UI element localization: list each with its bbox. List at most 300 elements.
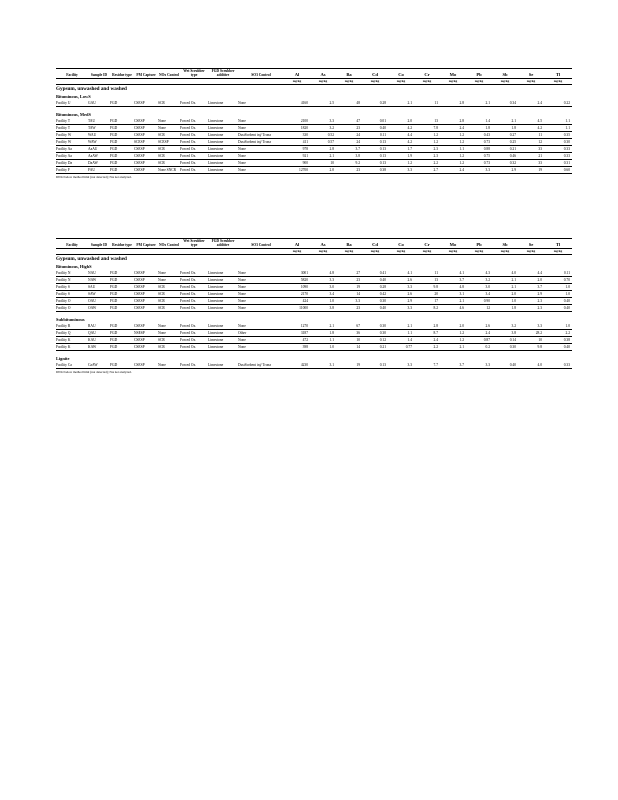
table-cell: 2.1 [388,323,414,330]
table-cell: Forced Ox. [180,343,208,350]
table-cell: None [238,270,284,277]
table-cell: 3.2 [466,276,492,283]
table-cell: 14 [336,343,362,350]
table-cell: None [238,124,284,131]
header-wet-scrubber-type: Wet Scrubber type [180,69,208,79]
table-cell: Facility S [56,290,88,297]
table-cell: 0.11 [362,131,388,138]
table-cell: FGD [110,283,134,290]
table-cell: 7.7 [414,362,440,369]
table-cell: 11 [414,270,440,277]
table-cell: None [238,166,284,173]
table-cell: GAU [88,100,110,107]
header-element: Tl [544,239,572,249]
table-cell: 0.14 [492,336,518,343]
table-cell: 13 [414,118,440,125]
unit-label: mg/kg [492,248,518,254]
table-cell: 36 [336,329,362,336]
table-row [56,336,572,343]
table-row [56,329,572,336]
header-sq-control: SO3 Control [238,69,284,79]
table-cell: FGD [110,323,134,330]
table-cell: 4160 [284,100,310,107]
table-cell: CSESP [134,304,158,311]
table-cell: 4.3 [466,270,492,277]
table-cell: 1.7 [388,145,414,152]
table-cell: None [238,304,284,311]
table-cell: 12 [466,304,492,311]
table-cell: 67 [336,323,362,330]
table-cell: 2.4 [518,100,544,107]
table-cell: 23 [336,166,362,173]
table-cell: CSESP [134,343,158,350]
header-pm-capture: PM Capture [134,69,158,79]
table-cell: 12 [518,138,544,145]
table-cell: FGD [110,270,134,277]
table-cell: 4.4 [518,270,544,277]
unit-label: mg/kg [362,78,388,84]
table-row [56,283,572,290]
table-cell: 2.1 [310,323,336,330]
table-cell: 1.4 [388,336,414,343]
table-cell: 10 [336,336,362,343]
table-cell: 4.8 [440,283,466,290]
table-cell: 20 [414,290,440,297]
table-cell: 2.3 [518,297,544,304]
table-cell: 3.7 [440,362,466,369]
table-cell: 1.4 [466,118,492,125]
table-cell: FGD [110,166,134,173]
table-cell: Facility Q [56,329,88,336]
table-cell: 3.7 [440,276,466,283]
table-cell: 4.1 [440,270,466,277]
table-cell: 0.27 [492,131,518,138]
header-1 [56,69,572,85]
table-title: Gypsum, unwashed and washed [56,255,127,262]
table-cell: 0.60 [544,166,572,173]
table-cell: 3.4 [466,290,492,297]
header-element: Co [388,69,414,79]
table-cell: Limestone [208,131,238,138]
section-heading: Lignite [56,355,70,361]
table-cell: 3.8 [336,152,362,159]
table-cell: CSESP [134,323,158,330]
header-element: As [310,239,336,249]
table-cell: Facility T [56,124,88,131]
table-cell: NSESP [134,329,158,336]
table-cell: Facility N [56,276,88,283]
table-cell: FGD [110,100,134,107]
table-row [56,343,572,350]
header-element: Co [388,239,414,249]
table-cell: 0.12 [362,336,388,343]
table-cell: 2170 [284,290,310,297]
table-cell: Facility T [56,118,88,125]
table-cell: Facility R [56,323,88,330]
header-element: Al [284,239,310,249]
table-cell: 1.1 [544,124,572,131]
section-heading: Bituminous, LowS [56,93,91,99]
table-cell: Facility S [56,283,88,290]
table-cell: Facility O [56,297,88,304]
table-cell: Forced Ox. [180,336,208,343]
header-element: Cr [414,69,440,79]
table-cell: 2.0 [492,290,518,297]
table-cell: Forced Ox. [180,159,208,166]
table-cell: CSESP [134,290,158,297]
table-cell: SCR [158,159,180,166]
table-row [56,124,572,131]
table-cell: 0.35 [544,131,572,138]
table-cell: 2.1 [492,276,518,283]
table-cell: FGD [110,276,134,283]
table-cell: None [158,323,180,330]
table-cell: 2.2 [544,329,572,336]
table-cell: 2.6 [388,290,414,297]
table-cell: CSESP [134,159,158,166]
table-cell: 11000 [284,304,310,311]
table-cell: 11 [414,100,440,107]
header-2 [56,239,572,255]
table-cell: 0.90 [466,297,492,304]
header-pm-capture: PM Capture [134,239,158,249]
table-cell: 1.0 [544,283,572,290]
table-cell: AaAU [88,145,110,152]
table-cell: SCR [158,152,180,159]
table-cell: Facility W [56,131,88,138]
table-row [56,152,572,159]
unit-label: mg/kg [388,78,414,84]
table-cell: 2.3 [414,145,440,152]
header-element: Al [284,69,310,79]
table-cell: None [158,124,180,131]
table-cell: Facility W [56,138,88,145]
table-cell: CSESP [134,362,158,369]
table-cell: Forced Ox. [180,283,208,290]
table-cell: 3.7 [518,283,544,290]
table-cell: 33 [518,145,544,152]
table-cell: 0.40 [362,124,388,131]
table-cell: CSESP [134,283,158,290]
table-cell: Limestone [208,323,238,330]
table-cell: SCR [158,304,180,311]
table-cell: FGD [110,362,134,369]
unit-label: mg/kg [492,78,518,84]
table-cell: 3.7 [336,145,362,152]
table-cell: 3.0 [310,283,336,290]
header-sample-id: Sample ID [88,69,110,79]
table-cell: 1.8 [492,124,518,131]
unit-label: mg/kg [310,248,336,254]
table-cell: 4.2 [388,124,414,131]
table-cell: Limestone [208,166,238,173]
table-cell: None [158,276,180,283]
table-cell: 1.2 [388,159,414,166]
table-cell: 1.2 [440,329,466,336]
table-cell: 1820 [284,124,310,131]
table-cell: 2.1 [310,152,336,159]
table-cell: 2.8 [440,100,466,107]
table-cell: None [238,323,284,330]
table-cell: Facility K [56,336,88,343]
table-cell: 17 [414,297,440,304]
table-block-2 [56,238,570,375]
table-cell: 3.3 [388,362,414,369]
header-element: Se [518,69,544,79]
table-cell: SCR [158,100,180,107]
data-table-1 [56,68,572,174]
table-cell: 4.0 [518,362,544,369]
table-cell: Facility Aa [56,145,88,152]
table-cell: Limestone [208,270,238,277]
table-cell: 5820 [284,276,310,283]
table-cell: CSESP [134,336,158,343]
table-cell: 0.43 [466,131,492,138]
table-cell: 48 [336,100,362,107]
table-cell: 0.41 [362,270,388,277]
table-cell: CSESP [134,131,158,138]
table-cell: 4.5 [518,118,544,125]
table-block-1 [56,68,570,180]
table-cell: 2.4 [414,336,440,343]
table-cell: 978 [284,145,310,152]
table-cell: 0.40 [544,297,572,304]
table-cell: 1.8 [492,304,518,311]
table-cell: None [238,159,284,166]
table-cell: SCR [158,336,180,343]
table-row [56,131,572,138]
table-row [56,138,572,145]
table-cell: Limestone [208,297,238,304]
table-cell: 0.73 [466,159,492,166]
table-cell: None [238,276,284,283]
unit-label: mg/kg [466,78,492,84]
table-row [56,145,572,152]
table-cell: Forced Ox. [180,297,208,304]
table-cell: Forced Ox. [180,131,208,138]
table-cell: None [158,329,180,336]
table-cell: SAW [88,290,110,297]
table-cell: FGD [110,124,134,131]
table-cell: 1.9 [388,152,414,159]
table-cell: Limestone [208,152,238,159]
header-residue-type: Residue type [110,69,134,79]
table-cell: SAU [88,283,110,290]
table-cell: DustSorbent inj/ Trona [238,362,284,369]
table-row [56,166,572,173]
table-cell: 0.34 [492,100,518,107]
table-cell: 33 [518,159,544,166]
table-title: Gypsum, unwashed and washed [56,85,127,92]
table-cell: 2.1 [388,100,414,107]
table-cell: 2.0 [388,118,414,125]
table-cell: 330 [284,131,310,138]
table-cell: NAW [88,276,110,283]
table-cell: 19 [336,362,362,369]
table-cell: 2.6 [388,276,414,283]
table-cell: 1.1 [544,118,572,125]
table-cell: SCR [158,131,180,138]
table-cell: FGD [110,343,134,350]
header-element: Sb [492,69,518,79]
table-cell: 0.30 [492,343,518,350]
table-cell: 0.46 [492,152,518,159]
table-cell: Facility F [56,166,88,173]
table-cell: 3.3 [310,276,336,283]
table-cell: 2.1 [492,283,518,290]
table-cell: OAW [88,304,110,311]
table-cell: 3.3 [310,118,336,125]
table-row [56,276,572,283]
table-cell: FGD [110,304,134,311]
table-cell: 2.1 [466,100,492,107]
unit-label: mg/kg [518,248,544,254]
table-cell: FGD [110,329,134,336]
table-cell: 0.42 [362,290,388,297]
table-cell: 0.87 [466,336,492,343]
table-cell: RAU [88,323,110,330]
table-cell: FGD [110,159,134,166]
table-cell: 2.0 [518,276,544,283]
table-cell: 3.3 [388,304,414,311]
table-cell: FAU [88,166,110,173]
unit-label: mg/kg [388,248,414,254]
table-cell: FGD [110,297,134,304]
table-cell: 411 [284,138,310,145]
footnote-2: DNLI below method limit (not detected); NA not analyzed. [56,369,132,374]
section-heading: Subbituminous [56,316,85,322]
table-cell: None [158,362,180,369]
table-cell: FGD [110,336,134,343]
table-cell: CSESP [134,297,158,304]
table-cell: TAU [88,118,110,125]
unit-label: mg/kg [466,248,492,254]
table-cell: 0.25 [492,138,518,145]
unit-label: mg/kg [362,248,388,254]
table-cell: CSESP [134,270,158,277]
table-cell: Facility N [56,270,88,277]
table-cell: 0.40 [544,343,572,350]
table-cell: 23 [336,304,362,311]
table-cell: WAU [88,131,110,138]
table-cell: 1.0 [310,343,336,350]
table-cell: Forced Ox. [180,304,208,311]
table-cell: 9.8 [518,343,544,350]
footnote-1: DNLI below method limit (not detected); NA not analyzed. [56,174,132,179]
table-cell: Limestone [208,343,238,350]
table-cell: 0.13 [362,159,388,166]
table-cell: SCESP [134,138,158,145]
header-element: Cd [362,239,388,249]
table-cell: 0.2 [466,343,492,350]
table-cell: 3.2 [492,323,518,330]
table-cell: 1.0 [492,297,518,304]
header-element: Tl [544,69,572,79]
header-element: Pb [466,69,492,79]
table-cell: Forced Ox. [180,362,208,369]
table-cell: None [238,343,284,350]
table-cell: 9.8 [414,283,440,290]
table-cell: AaAW [88,152,110,159]
table-cell: Limestone [208,290,238,297]
table-cell: 4.8 [310,270,336,277]
table-cell: Limestone [208,276,238,283]
table-cell: 398 [284,343,310,350]
table-cell: 19 [518,166,544,173]
table-cell: 0.30 [362,329,388,336]
table-cell: Limestone [208,118,238,125]
table-cell: CSESP [134,166,158,173]
table-cell: 1270 [284,323,310,330]
table-cell: SCR [158,290,180,297]
table-cell: 11 [518,131,544,138]
table-cell: 0.22 [544,100,572,107]
table-cell: 921 [284,152,310,159]
data-table-2 [56,238,572,369]
table-cell: 0.13 [362,362,388,369]
table-cell: 0.52 [310,131,336,138]
table-cell: 2.4 [466,329,492,336]
header-nox-control: NOx Control [158,239,180,249]
table-cell: 0.40 [544,304,572,311]
table-cell: 1.2 [440,152,466,159]
table-cell: None [238,297,284,304]
table-cell: Forced Ox. [180,138,208,145]
table-cell: 0.01 [362,118,388,125]
table-cell: 900 [284,159,310,166]
table-cell: 47 [336,118,362,125]
table-cell: 1.2 [414,131,440,138]
table-cell: None [238,283,284,290]
table-cell: Facility Da [56,159,88,166]
table-cell: 1.0 [310,297,336,304]
table-cell: 1.1 [440,145,466,152]
table-cell: 24 [336,138,362,145]
table-cell: OAU [88,297,110,304]
table-cell: 13 [414,276,440,283]
table-cell: Facility K [56,343,88,350]
table-cell: 2.1 [492,118,518,125]
table-cell: Limestone [208,283,238,290]
table-cell: SCR [158,343,180,350]
table-cell: Forced Ox. [180,270,208,277]
table-cell: 19 [336,283,362,290]
table-cell: None [158,270,180,277]
table-cell: 3.4 [310,290,336,297]
table-cell: 0.57 [310,138,336,145]
unit-label: mg/kg [414,248,440,254]
table-cell: 14 [336,290,362,297]
table-cell: 27 [336,270,362,277]
table-cell: SCR [158,145,180,152]
table-cell: None [238,145,284,152]
header-sample-id: Sample ID [88,239,110,249]
table-cell: 0.33 [544,362,572,369]
header-fgd-scrubber-additive: FGD Scrubber additive [208,69,238,79]
header-sq-control: SO3 Control [238,239,284,249]
table-cell: 0.70 [544,276,572,283]
table-cell: 7.8 [414,124,440,131]
header-facility: Facility [56,239,88,249]
table-cell: 3.1 [440,290,466,297]
header-element: Se [518,239,544,249]
table-cell: CSESP [134,152,158,159]
table-cell: 2.1 [440,343,466,350]
table-cell: KAW [88,343,110,350]
unit-label: mg/kg [518,78,544,84]
table-cell: 2.8 [414,323,440,330]
table-cell: 2.9 [492,166,518,173]
